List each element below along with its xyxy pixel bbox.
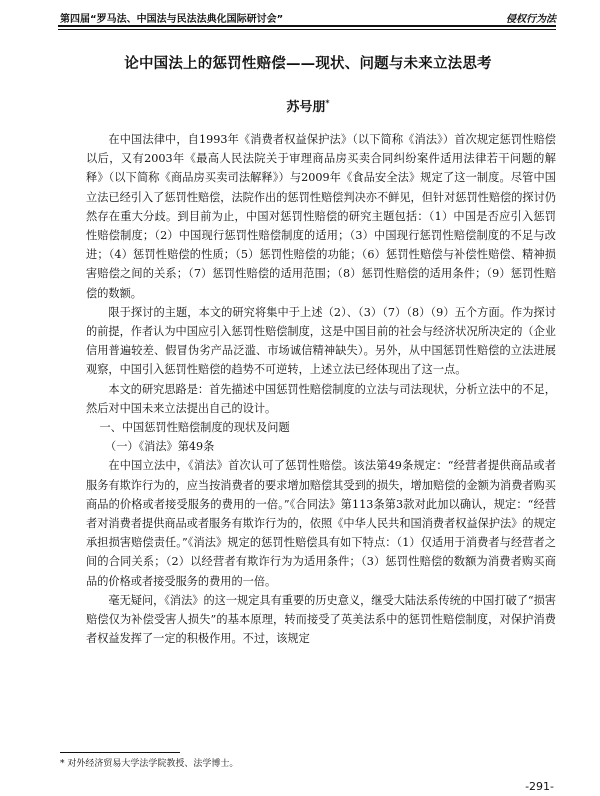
subsection-heading: （一）《消法》第49条 [105,440,215,454]
author-name: 苏号朋 [286,100,326,115]
paragraph-intro-2: 限于探讨的主题，本文的研究将集中于上述（2）、（3）（7）（8）（9）五个方面。作为探讨的前提，作者认为中国应引入惩罚性赔偿制度，这是中国目前的社会与经济状况所决定的（企业信用普遍较差、假冒伪劣产品泛滥、市场诚信精神缺失）。另外，从中国惩罚性赔偿的立法进展观察，中国引入惩罚性赔偿的趋势不可逆转，上述立法已经体现出了这一点。 [86,305,556,377]
header-section-title: 侵权行为法 [506,14,556,25]
author-line [60,96,556,115]
paragraph-section-2: 毫无疑问，《消法》的这一规定具有重要的历史意义，继受大陆法系传统的中国打破了“损害赔偿仅为补偿受害人损失”的基本原理，转而接受了英美法系中的惩罚性赔偿制度，对保护消费者权益发挥了一定的积极作用。不过，该规定 [86,593,557,646]
footnote: * 对外经济贸易大学法学院教授、法学博士。 [60,759,239,769]
paragraph-intro-3: 本文的研究思路是：首先描述中国惩罚性赔偿制度的立法与司法现状，分析立法中的不足，然后对中国未来立法提出自己的设计。 [86,382,556,415]
header-rule-thick [58,25,556,27]
article-body [86,130,556,648]
section-heading: 一、中国惩罚性赔偿制度的现状及问题 [99,421,290,435]
article-title: 论中国法上的惩罚性赔偿——现状、问题与未来立法思考 [124,55,492,72]
paragraph-intro-1: 在中国法律中，自1993年《消费者权益保护法》（以下简称《消法》）首次规定惩罚性赔偿以后，又有2003年《最高人民法院关于审理商品房买卖合同纠纷案件适用法律若干问题的解释》（以下简称《商品房买卖司法解释》）与2009年《食品安全法》规定了这一制度。尽管中国立法已经引入了惩罚性赔偿，法院作出的惩罚性赔偿判决亦不鲜见，但针对惩罚性赔偿的探讨仍然存在重大分歧。到目前为止，中国对惩罚性赔偿的研究主题包括：（1）中国是否应引入惩罚性赔偿制度；（2）中国现行惩罚性赔偿制度的适用；（3）中国现行惩罚性赔偿制度的不足与改进；（4）惩罚性赔偿的性质；（5）惩罚性赔偿的功能；（6）惩罚性赔偿与补偿性赔偿、精神损害赔偿之间的关系；（7）惩罚性赔偿的适用范围；（8）惩罚性赔偿的适用条件；（9）惩罚性赔偿的数额。 [86,133,556,300]
header-conference-title: 第四届“罗马法、中国法与民法法典化国际研讨会” [60,14,284,25]
header-rule-thin [58,29,556,30]
paragraph-section-1: 在中国立法中，《消法》首次认可了惩罚性赔偿。该法第49条规定：“经营者提供商品或者服务有欺诈行为的，应当按消费者的要求增加赔偿其受到的损失，增加赔偿的金额为消费者购买商品的价格或者接受服务的费用的一倍。”《合同法》第113条第3款对此加以确认，规定：“经营者对消费者提供商品或者服务有欺诈行为的，依照《中华人民共和国消费者权益保护法》的规定承担损害赔偿责任。”《消法》规定的惩罚性赔偿具有如下特点：（1）仅适用于消费者与经营者之间的合同关系；（2）以经营者有欺诈行为为适用条件；（3）惩罚性赔偿的数额为消费者购买商品的价格或者接受服务的费用的一倍。 [86,459,556,588]
page-number: -291- [525,780,554,793]
footnote-rule [60,752,180,753]
author-footnote-marker: * [325,97,330,108]
